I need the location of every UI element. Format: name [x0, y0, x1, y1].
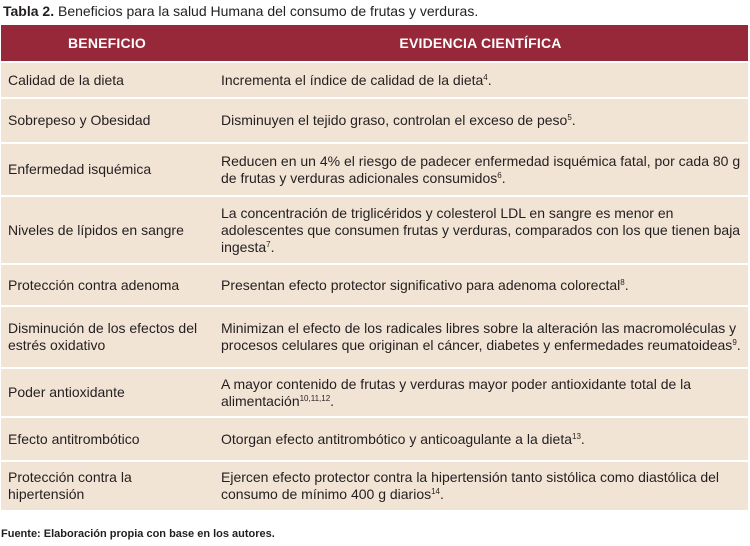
header-benefit: BENEFICIO — [1, 25, 213, 62]
evidence-cell — [213, 264, 748, 306]
evidence-text: Reducen en un 4% el riesgo de padecer enfermedad isquémica fatal, por cada 80 g de frutas y verduras adicionales consumidos — [221, 152, 741, 186]
benefit-cell: Disminución de los efectos del estrés oxidativo — [1, 306, 213, 368]
table-row — [1, 264, 748, 306]
evidence-tail: . — [571, 112, 576, 128]
evidence-tail: . — [624, 276, 629, 293]
evidence-tail: . — [330, 392, 335, 409]
header-evidence: EVIDENCIA CIENTÍFICA — [213, 25, 748, 62]
evidence-cell — [213, 306, 748, 368]
evidence-tail: . — [487, 71, 492, 88]
table-row — [1, 62, 748, 98]
table-row — [1, 98, 748, 143]
benefits-table — [1, 25, 748, 512]
evidence-text: A mayor contenido de frutas y verduras mayor poder antioxidante total de la alimentación — [221, 375, 692, 409]
benefit-cell: Calidad de la dieta — [1, 62, 213, 98]
benefit-cell: Protección contra adenoma — [1, 264, 213, 306]
benefit-cell: Poder antioxidante — [1, 368, 213, 417]
reference-number: 4 — [483, 72, 488, 82]
table-row — [1, 143, 748, 196]
evidence-text: Otorgan efecto antitrombótico y anticoagulante a la dieta — [221, 430, 572, 447]
evidence-cell — [213, 62, 748, 98]
evidence-cell — [213, 98, 748, 143]
evidence-text: La concentración de triglicéridos y colesterol LDL en sangre es menor en adolescentes que consumen frutas y verduras, comparados con los que tienen baja ingesta — [221, 204, 741, 255]
reference-number: 7 — [266, 239, 271, 249]
benefit-cell: Sobrepeso y Obesidad — [1, 98, 213, 143]
evidence-cell — [213, 196, 748, 264]
evidence-text: Minimizan el efecto de los radicales libres sobre la alteración las macromoléculas y procesos celulares que originan el cáncer, diabetes y enfermedades reumatoideas — [221, 320, 737, 353]
evidence-cell — [213, 417, 748, 461]
reference-number: 6 — [497, 170, 502, 180]
table-source-note: Fuente: Elaboración propia con base en los autores. — [1, 528, 275, 540]
evidence-cell — [213, 368, 748, 417]
table-row — [1, 461, 748, 511]
evidence-text: Incrementa el índice de calidad de la dieta — [221, 71, 484, 88]
reference-number: 8 — [620, 277, 625, 287]
benefit-cell: Protección contra la hipertensión — [1, 461, 213, 511]
reference-number: 13 — [572, 431, 581, 441]
table-row — [1, 417, 748, 461]
evidence-text: Disminuyen el tejido graso, controlan el exceso de peso — [221, 112, 568, 128]
evidence-tail: . — [270, 238, 275, 255]
evidence-cell — [213, 143, 748, 196]
evidence-tail: . — [580, 430, 585, 447]
table-row — [1, 306, 748, 368]
table-header-row — [1, 25, 748, 62]
table-row — [1, 196, 748, 264]
reference-number: 9 — [732, 338, 737, 347]
reference-number: 14 — [431, 487, 441, 496]
table-row — [1, 368, 748, 417]
evidence-tail: . — [440, 486, 444, 502]
evidence-text: Presentan efecto protector significativo para adenoma colorectal — [221, 276, 621, 293]
benefit-cell: Enfermedad isquémica — [1, 143, 213, 196]
caption-label: Tabla 2. — [3, 3, 55, 19]
benefit-cell: Niveles de lípidos en sangre — [1, 196, 213, 264]
evidence-tail: . — [501, 169, 506, 186]
evidence-cell — [213, 461, 748, 511]
benefit-cell: Efecto antitrombótico — [1, 417, 213, 461]
reference-number: 5 — [567, 113, 572, 122]
caption-text: Beneficios para la salud Humana del consumo de frutas y verduras. — [54, 3, 479, 19]
evidence-tail: . — [736, 337, 741, 353]
evidence-text: Ejercen efecto protector contra la hipertensión tanto sistólica como diastólica del consumo de mínimo 400 g diarios — [221, 469, 720, 502]
reference-number: 10,11,12 — [299, 393, 331, 403]
table-caption — [3, 1, 747, 23]
